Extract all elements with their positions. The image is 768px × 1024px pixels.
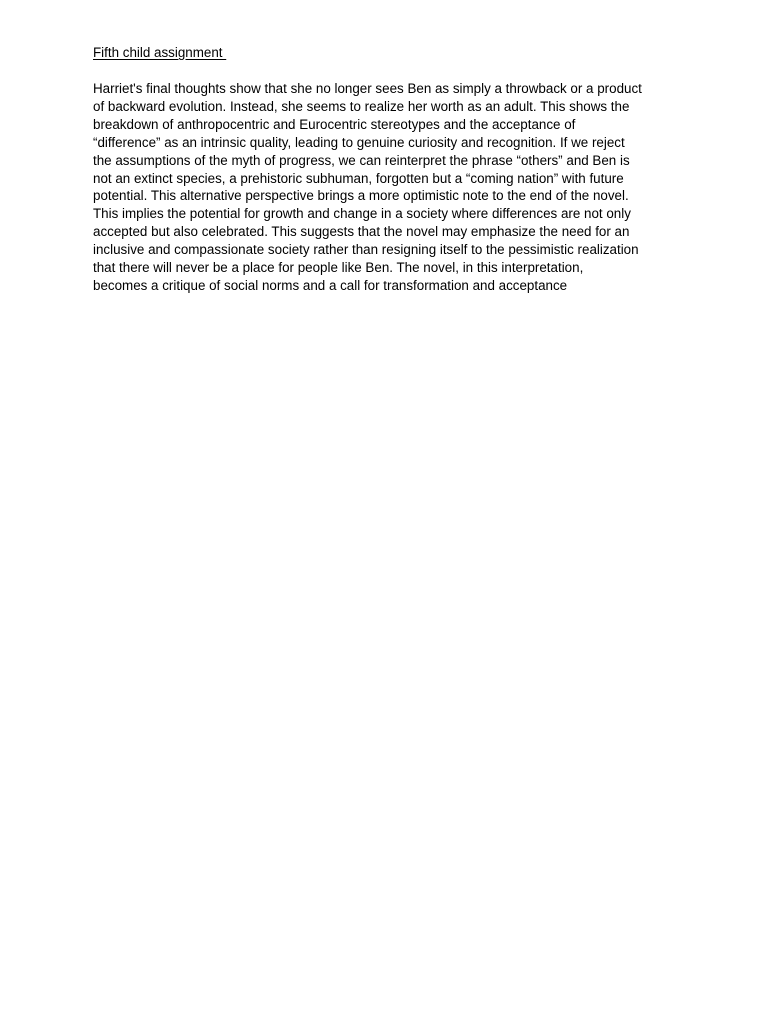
document-title: Fifth child assignment bbox=[93, 45, 227, 60]
body-line: “difference” as an intrinsic quality, leading to genuine curiosity and recognition. If we reject bbox=[93, 134, 625, 150]
body-line: becomes a critique of social norms and a call for transformation and acceptance bbox=[93, 277, 568, 293]
document-body bbox=[93, 80, 693, 295]
body-line: potential. This alternative perspective brings a more optimistic note to the end of the novel. bbox=[93, 188, 629, 204]
body-line: not an extinct species, a prehistoric subhuman, forgotten but a “coming nation” with future bbox=[93, 170, 624, 186]
body-line: Harriet's final thoughts show that she no longer sees Ben as simply a throwback or a product bbox=[93, 81, 642, 96]
body-line: the assumptions of the myth of progress, we can reinterpret the phrase “others” and Ben is bbox=[93, 152, 630, 168]
body-line: accepted but also celebrated. This suggests that the novel may emphasize the need for an bbox=[93, 224, 630, 240]
body-line: that there will never be a place for people like Ben. The novel, in this interpretation, bbox=[93, 260, 584, 276]
body-line: This implies the potential for growth and change in a society where differences are not only bbox=[93, 206, 631, 222]
body-line: inclusive and compassionate society rather than resigning itself to the pessimistic realization bbox=[93, 242, 639, 258]
body-line: of backward evolution. Instead, she seems to realize her worth as an adult. This shows the bbox=[93, 98, 630, 114]
body-line: breakdown of anthropocentric and Eurocentric stereotypes and the acceptance of bbox=[93, 116, 576, 132]
